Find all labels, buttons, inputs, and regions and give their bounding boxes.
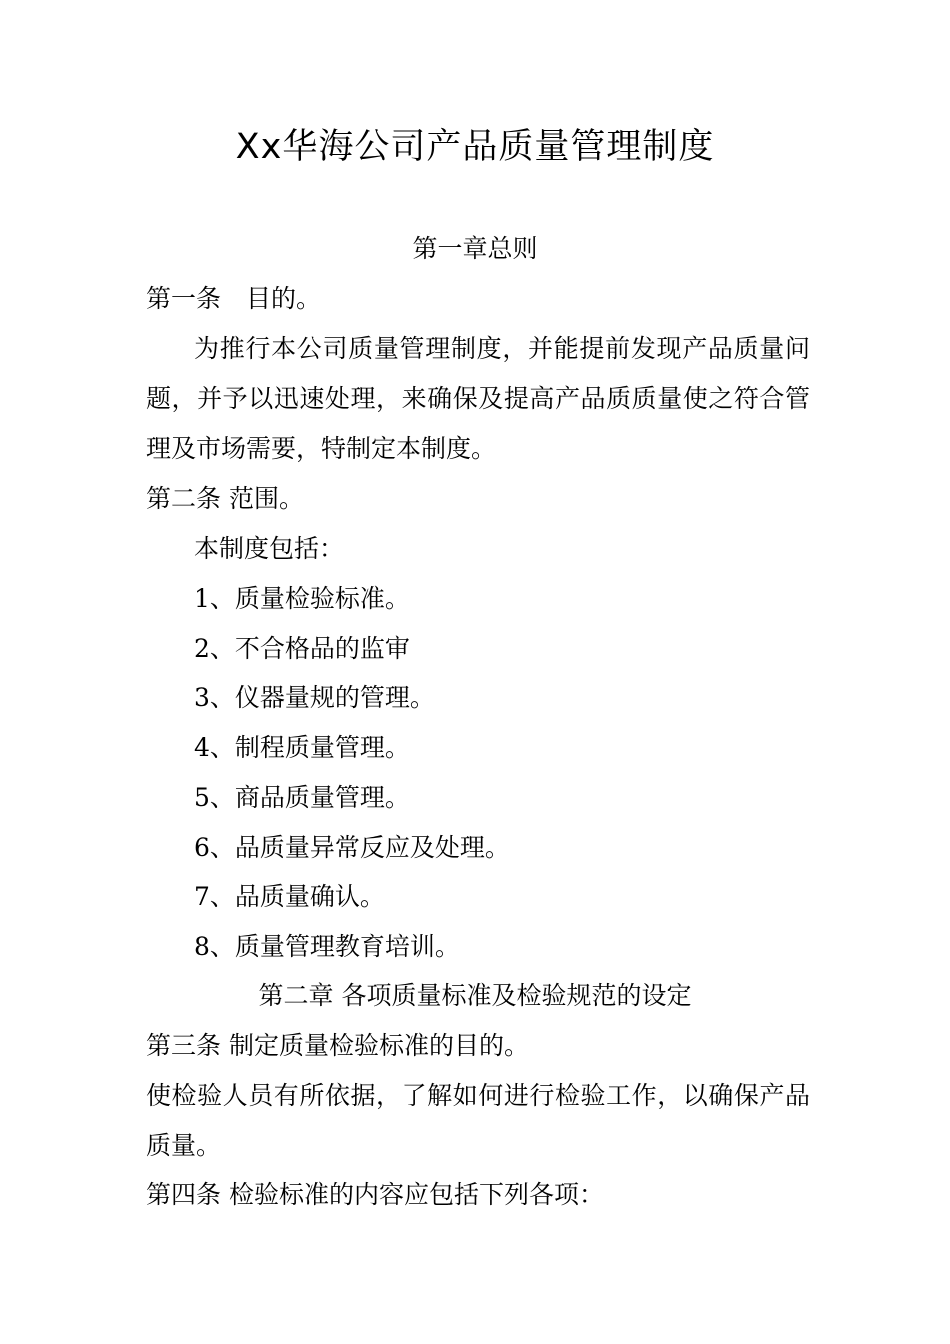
list-item: 4、制程质量管理。 xyxy=(194,733,410,762)
article-1-paragraph-line: 理及市场需要，特制定本制度。 xyxy=(146,434,497,463)
list-item: 5、商品质量管理。 xyxy=(194,783,410,812)
list-item: 1、质量检验标准。 xyxy=(194,584,410,613)
document-title: Xx华海公司产品质量管理制度 xyxy=(235,127,715,167)
article-3-heading: 第三条 制定质量检验标准的目的。 xyxy=(146,1031,529,1060)
article-1-paragraph-line: 为推行本公司质量管理制度，并能提前发现产品质量问 xyxy=(194,334,810,363)
list-item: 7、品质量确认。 xyxy=(194,882,385,911)
article-3-paragraph-line: 质量。 xyxy=(146,1131,222,1160)
chapter-2-heading: 第二章 各项质量标准及检验规范的设定 xyxy=(258,981,692,1010)
article-2-intro: 本制度包括： xyxy=(194,534,345,563)
list-item: 6、品质量异常反应及处理。 xyxy=(194,833,510,862)
list-item: 8、质量管理教育培训。 xyxy=(194,932,460,961)
article-1-heading: 第一条 目的。 xyxy=(146,284,322,313)
article-2-heading: 第二条 范围。 xyxy=(146,484,304,513)
list-item: 2、不合格品的监审 xyxy=(194,634,410,663)
article-1-paragraph-line: 题，并予以迅速处理，来确保及提高产品质质量使之符合管 xyxy=(146,384,810,413)
list-item: 3、仪器量规的管理。 xyxy=(194,683,435,712)
article-4-heading: 第四条 检验标准的内容应包括下列各项： xyxy=(146,1180,604,1209)
chapter-1-heading: 第一章总则 xyxy=(412,234,538,263)
article-3-paragraph-line: 使检验人员有所依据，了解如何进行检验工作，以确保产品 xyxy=(146,1081,810,1110)
